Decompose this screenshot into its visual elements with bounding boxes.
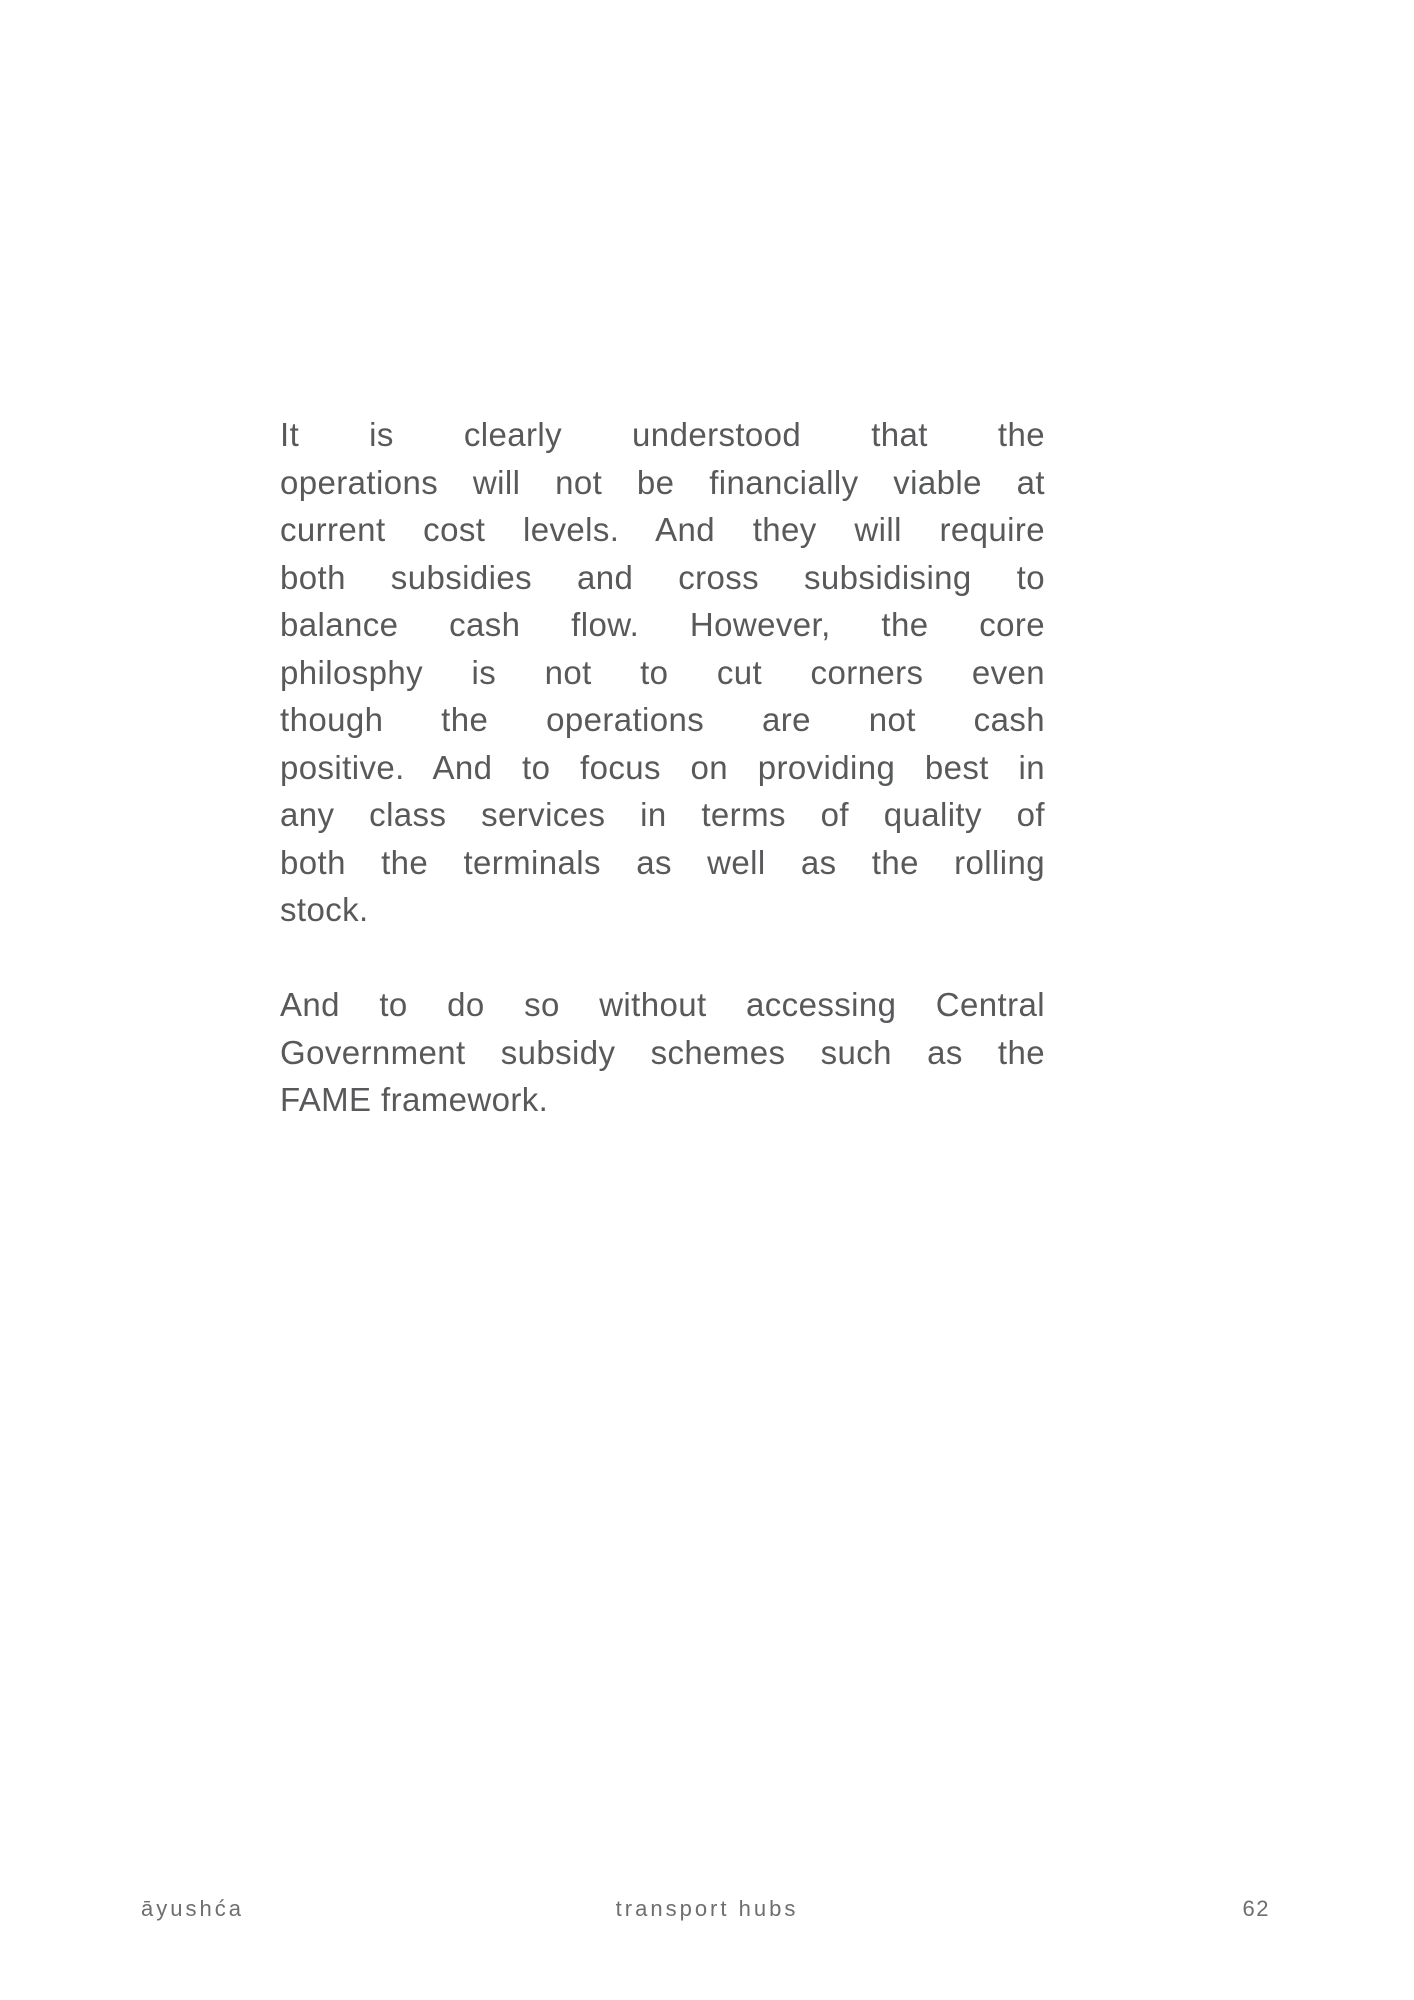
body-text-line: positive. And to focus on providing best in bbox=[280, 748, 1045, 786]
body-text-line: It is clearly understood that the bbox=[280, 416, 1045, 453]
body-text-line: both the terminals as well as the rolling bbox=[280, 843, 1045, 881]
body-text-line: though the operations are not cash bbox=[280, 701, 1045, 738]
paragraph-2 bbox=[280, 981, 1045, 1124]
body-text-line: Government subsidy schemes such as the bbox=[280, 1033, 1045, 1071]
page-footer bbox=[0, 1896, 1414, 1926]
body-text-line: both subsidies and cross subsidising to bbox=[280, 558, 1045, 596]
body-text-line: And to do so without accessing Central bbox=[280, 986, 1045, 1023]
footer-page-number: 62 bbox=[1242, 1896, 1270, 1921]
body-text-line: operations will not be financially viable at bbox=[280, 463, 1045, 501]
body-text-column bbox=[280, 411, 1045, 1124]
body-text-line: balance cash flow. However, the core bbox=[280, 606, 1045, 643]
body-text-line: FAME framework. bbox=[280, 1081, 549, 1118]
body-text-line: any class services in terms of quality of bbox=[280, 796, 1045, 833]
footer-brand-name: āyushća bbox=[141, 1896, 244, 1921]
footer-section-title: transport hubs bbox=[615, 1896, 799, 1921]
paragraph-1 bbox=[280, 411, 1045, 934]
body-text-line: stock. bbox=[280, 891, 369, 928]
body-text-line: philosphy is not to cut corners even bbox=[280, 653, 1045, 691]
body-text-line: current cost levels. And they will require bbox=[280, 511, 1045, 548]
